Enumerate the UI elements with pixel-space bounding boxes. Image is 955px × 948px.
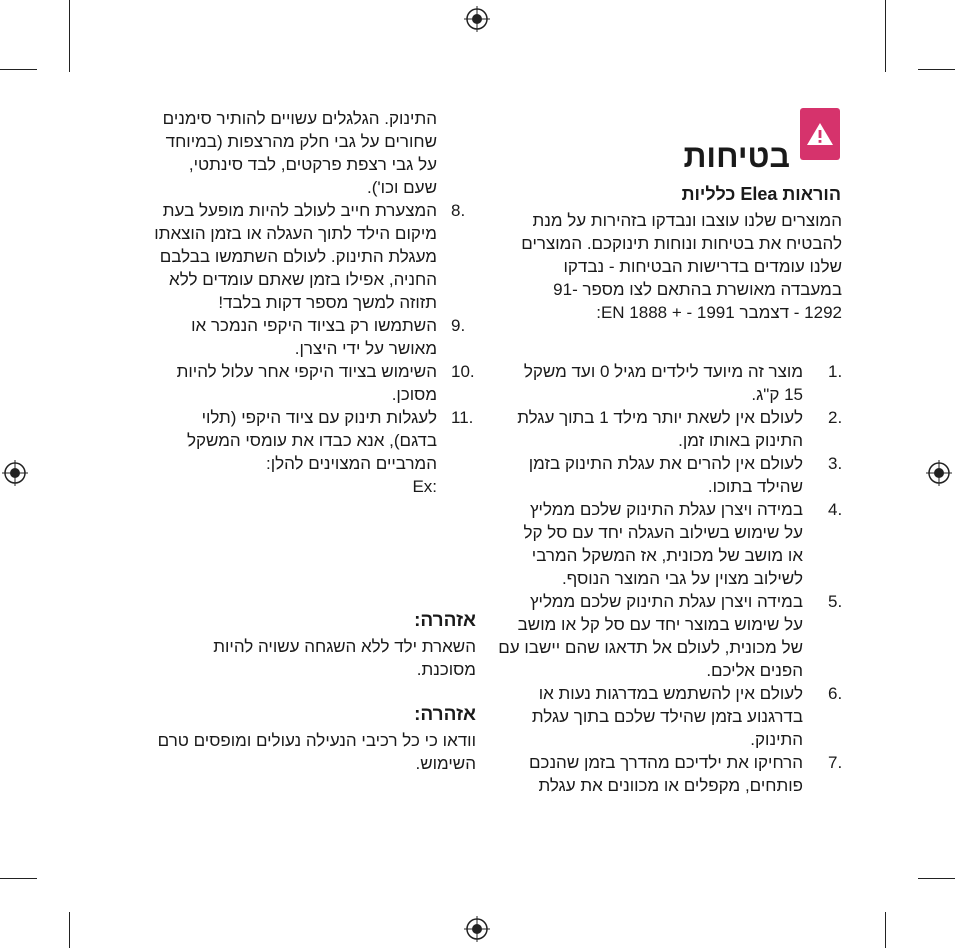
warning-triangle-icon — [806, 122, 834, 146]
continuation-line: שחורים על גבי חלק מהרצפות (במיוחד — [165, 132, 437, 151]
registration-mark-icon — [464, 916, 490, 942]
intro-line: 1292 - דצמבר 1991 - + EN 1888: — [596, 303, 842, 322]
item-number: 6. — [828, 684, 843, 703]
item-text-line: במידה ויצרן עגלת התינוק שלכם ממליץ — [529, 500, 803, 519]
crop-mark — [69, 0, 70, 72]
warning-text-line: מסוכנת. — [416, 660, 476, 679]
item-text-line: Ex: — [412, 477, 437, 496]
warning-text-line: וודאו כי כל רכיבי הנעילה נעולים ומופסים טרם — [157, 731, 476, 750]
item-number: 1. — [828, 362, 843, 381]
item-text-line: מאושר על ידי היצרן. — [294, 339, 437, 358]
item-text-line: לעולם אין לשאת יותר מילד 1 בתוך עגלת — [517, 408, 803, 427]
item-text-line: המרביים המצוינים להלן: — [265, 454, 437, 473]
crop-mark — [885, 912, 886, 948]
item-text-line: השתמשו רק בציוד היקפי הנמכר או — [191, 316, 437, 335]
item-number: 9. — [451, 316, 466, 335]
intro-line: במעבדה מאושרת בהתאם לצו מספר -91 — [553, 280, 842, 299]
item-text-line: לעולם אין להרים את עגלת התינוק בזמן — [528, 454, 803, 473]
item-text-line: מוצר זה מיועד לילדים מגיל 0 ועד משקל — [523, 362, 803, 381]
item-text-line: השימוש בציוד היקפי אחר עלול להיות — [176, 362, 437, 381]
item-text-line: הרחיקו את ילדיכם מהדרך בזמן שהנכם — [528, 753, 803, 772]
item-text-line: החניה, אפילו בזמן שאתם עומדים ללא — [169, 270, 437, 289]
crop-mark — [918, 878, 955, 879]
item-number: 7. — [828, 753, 843, 772]
warning-text-line: השימוש. — [415, 754, 476, 773]
continuation-line: על גבי רצפת פרקטים, לבד סינתטי, — [188, 155, 437, 174]
item-text-line: של מכונית, לעולם אל תדאגו שהם יישבו עם — [498, 638, 803, 657]
continuation-line: שעם וכו'). — [367, 178, 437, 197]
crop-mark — [0, 878, 37, 879]
item-number: 5. — [828, 592, 843, 611]
crop-mark — [918, 69, 955, 70]
item-text-line: על שימוש בשילוב העגלה יחד עם סל קל — [523, 523, 803, 542]
warning-heading: אזהרה: — [414, 610, 476, 631]
crop-mark — [885, 0, 886, 72]
page-title: בטיחות — [683, 138, 790, 174]
item-text-line: הפנים אליכם. — [706, 661, 803, 680]
instructions-heading: הוראות Elea כלליות — [681, 184, 841, 204]
item-number: 11. — [451, 408, 474, 427]
item-text-line: מעגלת התינוק. לעולם השתמשו בבלבם — [159, 247, 437, 266]
intro-line: להבטיח את בטיחות ונוחות תינוקכם. המוצרים — [521, 234, 842, 253]
item-text-line: במידה ויצרן עגלת התינוק שלכם ממליץ — [529, 592, 803, 611]
warning-heading: אזהרה: — [414, 704, 476, 725]
warning-text-line: השארת ילד ללא השגחה עשויה להיות — [213, 637, 476, 656]
item-text-line: פותחים, מקפלים או מכוונים את עגלת — [538, 776, 803, 795]
item-text-line: לעולם אין להשתמש במדרגות נעות או — [538, 684, 803, 703]
item-text-line: לעגלות תינוק עם ציוד היקפי (תלוי — [201, 408, 437, 427]
item-text-line: 15 ק"ג. — [751, 385, 803, 404]
item-text-line: בדרגנוע בזמן שהילד שלכם בתוך עגלת — [531, 707, 803, 726]
item-number: 2. — [828, 408, 843, 427]
item-number: 10. — [451, 362, 475, 381]
continuation-line: התינוק. הגלגלים עשויים להותיר סימנים — [162, 109, 437, 128]
registration-mark-icon — [464, 6, 490, 32]
item-number: 4. — [828, 500, 843, 519]
crop-mark — [69, 912, 70, 948]
crop-mark — [0, 69, 37, 70]
item-text-line: תזוזה למשך מספר דקות בלבד! — [218, 293, 437, 312]
item-text-line: לשילוב מצוין על גבי המוצר הנוסף. — [561, 569, 803, 588]
warning-badge — [800, 108, 840, 160]
item-number: 3. — [828, 454, 843, 473]
intro-line: שלנו עומדים בדרישות הבטיחות - נבדקו — [563, 257, 842, 276]
item-number: 8. — [451, 201, 466, 220]
item-text-line: שהילד בתוכו. — [707, 477, 803, 496]
registration-mark-icon — [2, 460, 28, 486]
item-text-line: או מושב של מכונית, אז המשקל המרבי — [531, 546, 803, 565]
item-text-line: התינוק באותו זמן. — [678, 431, 803, 450]
item-text-line: על שימוש במוצר יחד עם סל קל או מושב — [517, 615, 803, 634]
item-text-line: המצערת חייב לעולב להיות מופעל בעת — [162, 201, 437, 220]
item-text-line: מסוכן. — [391, 385, 437, 404]
registration-mark-icon — [926, 460, 952, 486]
item-text-line: בדגם), אנא כבדו את עומסי המשקל — [186, 431, 437, 450]
item-text-line: מיקום הילד לתוך העגלה או בזמן הוצאתו — [154, 224, 437, 243]
item-text-line: התינוק. — [750, 730, 803, 749]
intro-line: המוצרים שלנו עוצבו ונבדקו בזהירות על מנת — [532, 211, 842, 230]
